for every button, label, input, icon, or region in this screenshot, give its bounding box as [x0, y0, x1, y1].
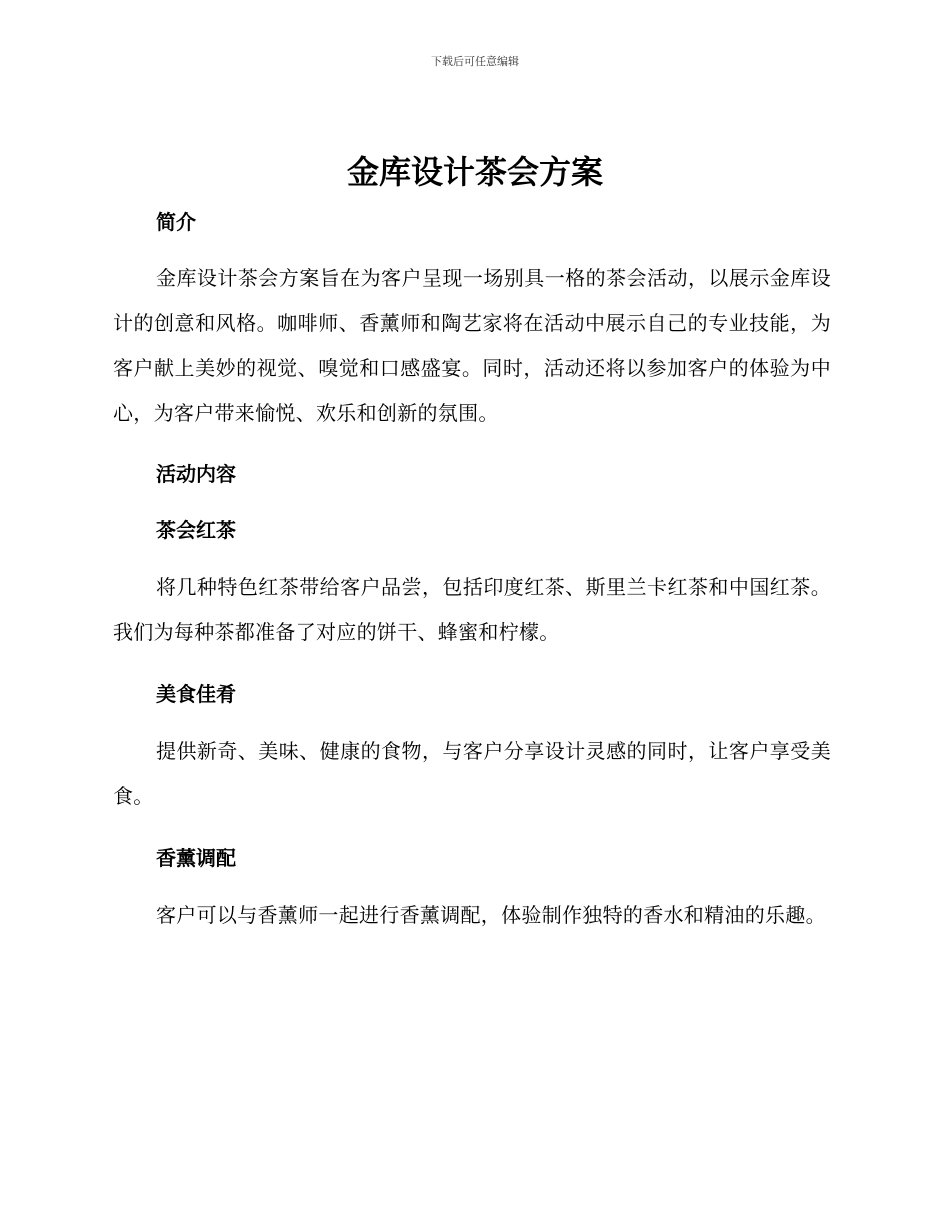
page-header: 下载后可任意编辑 [431, 55, 519, 68]
section-heading-activity: 活动内容 [156, 462, 236, 486]
paragraph-tea: 将几种特色红茶带给客户品尝，包括印度红茶、斯里兰卡红茶和中国红茶。我们为每种茶都准备了对应的饼干、蜂蜜和柠檬。 [113, 575, 831, 644]
subsection-heading-aroma: 香薰调配 [156, 846, 236, 870]
subsection-heading-tea: 茶会红茶 [156, 518, 236, 542]
subsection-heading-food: 美食佳肴 [156, 682, 236, 706]
document-body [113, 205, 831, 938]
section-heading-intro: 简介 [156, 210, 196, 234]
paragraph-food: 提供新奇、美味、健康的食物，与客户分享设计灵感的同时，让客户享受美食。 [113, 739, 831, 808]
paragraph-intro: 金库设计茶会方案旨在为客户呈现一场别具一格的茶会活动，以展示金库设计的创意和风格。咖啡师、香薰师和陶艺家将在活动中展示自己的专业技能，为客户献上美妙的视觉、嗅觉和口感盛宴。同时，活动还将以参加客户的体验为中心，为客户带来愉悦、欢乐和创新的氛围。 [113, 266, 831, 425]
document-title: 金库设计茶会方案 [346, 153, 603, 191]
paragraph-aroma: 客户可以与香薰师一起进行香薰调配，体验制作独特的香水和精油的乐趣。 [156, 903, 826, 927]
